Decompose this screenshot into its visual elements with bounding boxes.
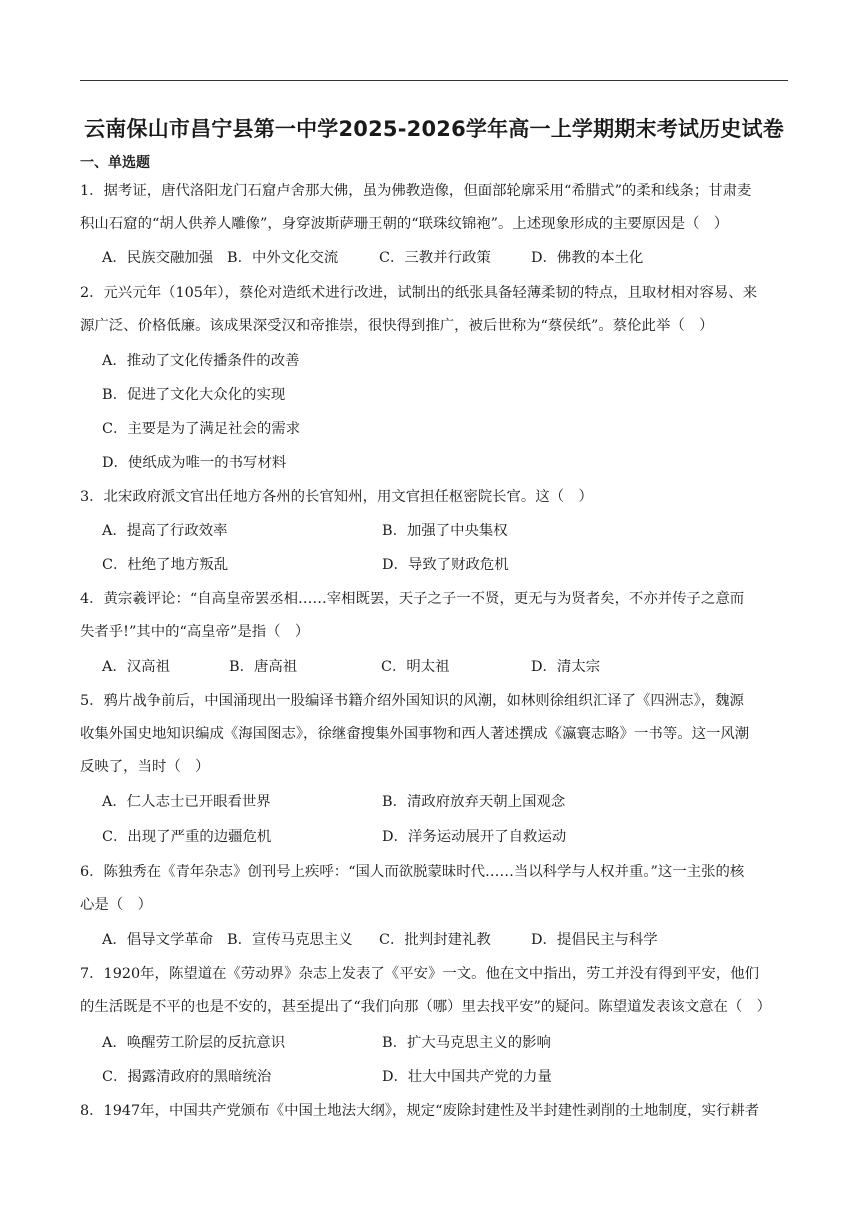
option-b: B．宣传马克思主义 (227, 932, 353, 948)
option-d: D．清太宗 (531, 659, 601, 675)
option-a: A．提高了行政效率 (102, 523, 228, 539)
question-7-stem-line-1: 7．1920年，陈望道在《劳动界》杂志上发表了《平安》一文。他在文中指出，劳工并没有得到平安，他们 (80, 966, 759, 982)
option-c: C．杜绝了地方叛乱 (102, 557, 229, 573)
option-a: A．仁人志士已开眼看世界 (102, 794, 271, 810)
question-2-option-b: B．促进了文化大众化的实现 (102, 387, 286, 403)
question-2-option-d: D．使纸成为唯一的书写材料 (102, 455, 287, 471)
question-2-stem-line-2: 源广泛、价格低廉。该成果深受汉和帝推崇，很快得到推广，被后世称为“蔡侯纸”。蔡伦此举（ ） (80, 318, 714, 334)
question-7-options-row-1 (102, 1033, 802, 1053)
question-5-options-row-1 (102, 792, 802, 812)
question-1-stem-line-2: 积山石窟的“胡人供养人雕像”，身穿波斯萨珊王朝的“联珠纹锦袍”。上述现象形成的主要原因是（ ） (80, 216, 729, 232)
question-5-stem-line-1: 5．鸦片战争前后，中国涌现出一股编译书籍介绍外国知识的风潮，如林则徐组织汇译了《四洲志》，魏源 (80, 693, 744, 709)
option-b: B．加强了中央集权 (382, 523, 508, 539)
question-7-options-row-2 (102, 1067, 802, 1087)
question-5-options-row-2 (102, 827, 802, 847)
option-d: D．洋务运动展开了自救运动 (382, 829, 567, 845)
option-d: D．佛教的本土化 (531, 250, 644, 266)
option-d: D．提倡民主与科学 (531, 932, 658, 948)
option-c: C．批判封建礼教 (379, 932, 491, 948)
question-5-stem-line-2: 收集外国史地知识编成《海国图志》，徐继畲搜集外国事物和西人著述撰成《瀛寰志略》一书等。这一风潮 (80, 726, 750, 742)
question-6-stem-line-1: 6．陈独秀在《青年杂志》创刊号上疾呼：“国人而欲脱蒙昧时代……当以科学与人权并重。”这一主张的核 (80, 864, 745, 880)
question-2-option-c: C．主要是为了满足社会的需求 (102, 421, 301, 437)
option-a: A．倡导文学革命 (102, 932, 214, 948)
question-4-options (102, 657, 802, 677)
question-4-stem-line-2: 失者乎!”其中的“高皇帝”是指（ ） (80, 624, 310, 640)
question-2-option-a: A．推动了文化传播条件的改善 (102, 353, 300, 369)
option-d: D．导致了财政危机 (382, 557, 509, 573)
option-c: C．出现了严重的边疆危机 (102, 829, 272, 845)
header-rule (80, 80, 788, 81)
question-1-stem-line-1: 1．据考证，唐代洛阳龙门石窟卢舍那大佛，虽为佛教造像，但面部轮廓采用“希腊式”的柔和线条；甘肃麦 (80, 183, 752, 199)
option-b: B．清政府放弃天朝上国观念 (382, 794, 566, 810)
question-6-options (102, 930, 802, 950)
option-b: B．扩大马克思主义的影响 (382, 1035, 551, 1051)
question-5-stem-line-3: 反映了，当时（ ） (80, 759, 210, 775)
question-4-stem-line-1: 4．黄宗羲评论：“自高皇帝罢丞相……宰相既罢，天子之子一不贤，更无与为贤者矣，不亦并传子之意而 (80, 591, 745, 607)
option-a: A．民族交融加强 (102, 250, 214, 266)
option-b: B．中外文化交流 (227, 250, 339, 266)
option-a: A．汉高祖 (102, 659, 170, 675)
exam-title: 云南保山市昌宁县第一中学2025-2026学年高一上学期期末考试历史试卷 (84, 117, 784, 141)
question-7-stem-line-2: 的生活既是不平的也是不安的，甚至提出了“我们向那（哪）里去找平安”的疑问。陈望道发表该文意在（ ） (80, 999, 772, 1015)
question-3-stem-line-1: 3．北宋政府派文官出任地方各州的长官知州，用文官担任枢密院长官。这（ ） (80, 489, 593, 505)
option-d: D．壮大中国共产党的力量 (382, 1069, 552, 1085)
question-2-stem-line-1: 2．元兴元年（105年），蔡伦对造纸术进行改进，试制出的纸张具备轻薄柔韧的特点，且取材相对容易、来 (80, 285, 758, 301)
option-c: C．揭露清政府的黑暗统治 (102, 1069, 272, 1085)
option-a: A．唤醒劳工阶层的反抗意识 (102, 1035, 286, 1051)
question-6-stem-line-2: 心是（ ） (80, 897, 152, 913)
option-c: C．明太祖 (381, 659, 450, 675)
option-b: B．唐高祖 (229, 659, 298, 675)
question-3-options-row-1 (102, 521, 802, 541)
section-heading: 一、单选题 (80, 155, 150, 171)
question-8-stem-line-1: 8．1947年，中国共产党颁布《中国土地法大纲》，规定“废除封建性及半封建性剥削的土地制度，实行耕者 (80, 1103, 760, 1119)
question-3-options-row-2 (102, 555, 802, 575)
option-c: C．三教并行政策 (379, 250, 491, 266)
question-1-options (102, 248, 802, 268)
